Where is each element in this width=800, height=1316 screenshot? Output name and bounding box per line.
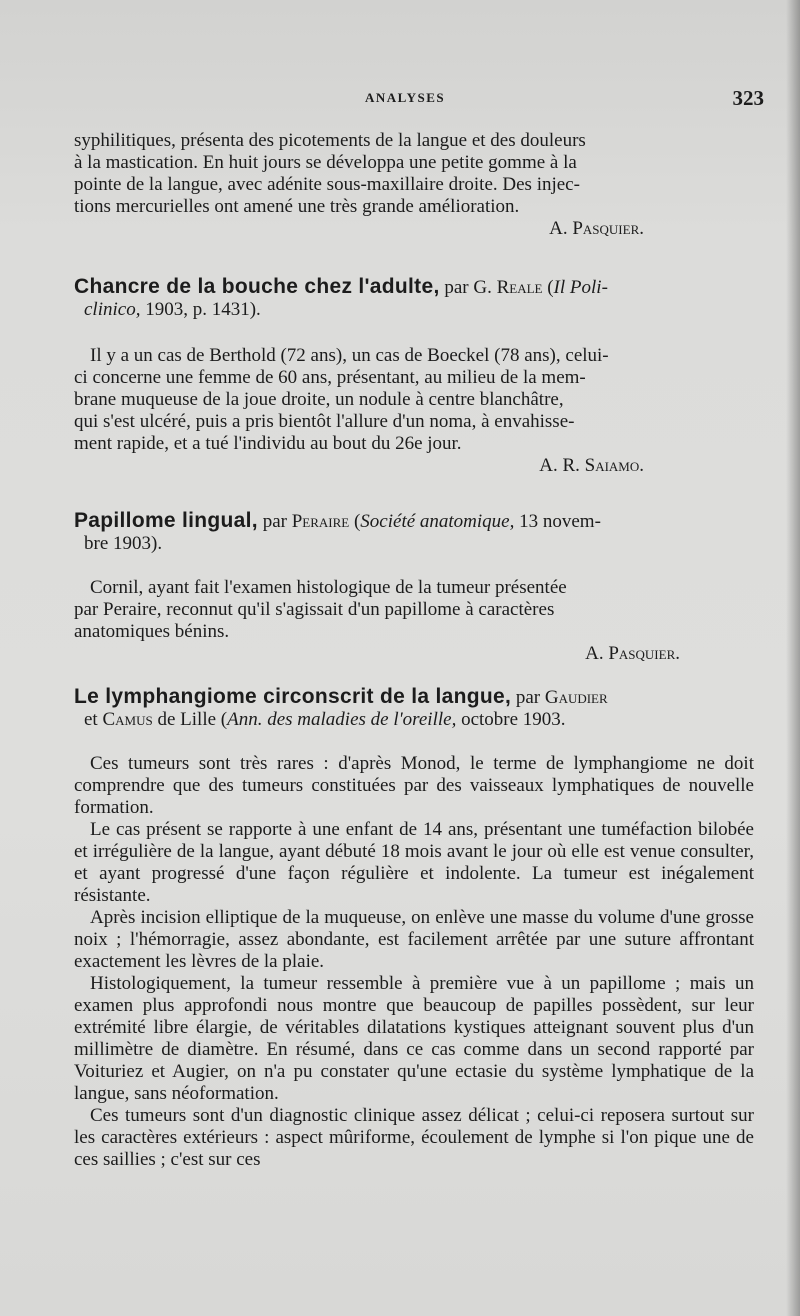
author-name: Gaudier bbox=[544, 687, 608, 708]
citation-line bbox=[74, 299, 754, 321]
journal-name: Ann. des maladies de l'oreille, bbox=[227, 709, 457, 730]
paragraph: Ces tumeurs sont très rares : d'après Monod, le terme de lymphangiome ne doit comprendre que des tumeurs constituées par des vaisseaux lymphatiques de nouvelle formation. bbox=[74, 753, 754, 818]
text-line: par Peraire, reconnut qu'il s'agissait d'un papillome à caractères bbox=[74, 599, 555, 620]
text-line: tions mercurielles ont amené une très grande amélioration. bbox=[74, 196, 520, 217]
running-title: ANALYSES bbox=[365, 90, 446, 105]
byline-prefix: par G. bbox=[439, 277, 497, 298]
text-line: à la mastication. En huit jours se développa une petite gomme à la bbox=[74, 152, 577, 173]
byline-prefix: par bbox=[257, 511, 292, 532]
text-line: Cornil, ayant fait l'examen histologique de la tumeur présentée bbox=[90, 577, 567, 598]
citation-paren: ( bbox=[542, 277, 554, 298]
article-title: Papillome lingual, bbox=[74, 509, 258, 532]
text-line: ci concerne une femme de 60 ans, présentant, au milieu de la mem- bbox=[74, 367, 586, 388]
author-name: Camus bbox=[102, 709, 153, 730]
reviewer-signature: A. Pasquier. bbox=[585, 643, 680, 664]
reviewer-signature: A. R. Saiamo. bbox=[539, 455, 644, 476]
conjunction: et bbox=[84, 709, 103, 730]
review-chancre bbox=[74, 276, 754, 477]
citation-details: 1903, p. 1431). bbox=[140, 299, 261, 320]
review-heading bbox=[74, 510, 754, 533]
text-line: qui s'est ulcéré, puis a pris bientôt l'allure d'un noma, à envahisse- bbox=[74, 411, 575, 432]
text-line: anatomiques bénins. bbox=[74, 621, 230, 642]
review-heading bbox=[74, 686, 754, 709]
article-title: Le lymphangiome circonscrit de la langue, bbox=[74, 685, 512, 708]
review-continuation bbox=[74, 130, 754, 240]
citation-details: octobre 1903. bbox=[456, 709, 566, 730]
review-heading bbox=[74, 276, 754, 299]
page-number: 323 bbox=[732, 86, 764, 110]
author-name: Peraire bbox=[291, 511, 350, 532]
review-lymphangiome bbox=[74, 686, 754, 1171]
text-line: Il y a un cas de Berthold (72 ans), un cas de Boeckel (78 ans), celui- bbox=[90, 345, 609, 366]
journal-name-cont: clinico, bbox=[84, 299, 141, 320]
citation-line bbox=[74, 709, 754, 731]
reviewer-signature: A. Pasquier. bbox=[549, 218, 644, 239]
review-papillome bbox=[74, 510, 754, 665]
byline-prefix: par bbox=[511, 687, 545, 708]
text-line: syphilitiques, présenta des picotements de la langue et des douleurs bbox=[74, 130, 586, 151]
citation-paren: ( bbox=[349, 511, 361, 532]
text-line: pointe de la langue, avec adénite sous-maxillaire droite. Des injec- bbox=[74, 174, 580, 195]
paragraph: Ces tumeurs sont d'un diagnostic clinique assez délicat ; celui-ci reposera surtout sur les caractères extérieurs : aspect mûriforme, écoulement de lymphe si l'on pique une de ces saillies ; c'est sur ces bbox=[74, 1105, 754, 1170]
author-name: Reale bbox=[496, 277, 543, 298]
paragraph: Histologiquement, la tumeur ressemble à première vue à un papillome ; mais un examen plus approfondi nous montre que beaucoup de papilles possèdent, sur leur extrémité libre élargie, de véritables dilatations kystiques atteignant souvent plus d'un millimètre de diamètre. En résumé, dans ce cas comme dans un second rapporté par Voituriez et Augier, on n'a pu constater qu'une ectasie du système lymphatique de la langue, sans néoformation. bbox=[74, 973, 754, 1104]
journal-name: Société anatomique, bbox=[360, 511, 515, 532]
author-place: de Lille ( bbox=[152, 709, 228, 730]
paragraph: Le cas présent se rapporte à une enfant de 14 ans, présentant une tuméfaction bilobée et irrégulière de la langue, ayant débuté 18 mois avant le jour où elle est venue consulter, et ayant progressé d'une façon régulière et indolente. La tumeur est inégalement résistante. bbox=[74, 819, 754, 906]
text-line: ment rapide, et a tué l'individu au bout du 26e jour. bbox=[74, 433, 462, 454]
paragraph: Après incision elliptique de la muqueuse, on enlève une masse du volume d'une grosse noix ; l'hémorragie, assez abondante, est facilement arrêtée par une suture affrontant exactement les lèvres de la plaie. bbox=[74, 907, 754, 972]
citation-details: 13 novem- bbox=[514, 511, 601, 532]
article-title: Chancre de la bouche chez l'adulte, bbox=[74, 275, 440, 298]
journal-name: Il Poli- bbox=[553, 277, 608, 298]
text-line: brane muqueuse de la joue droite, un nodule à centre blanchâtre, bbox=[74, 389, 564, 410]
citation-line: bre 1903). bbox=[84, 533, 163, 554]
